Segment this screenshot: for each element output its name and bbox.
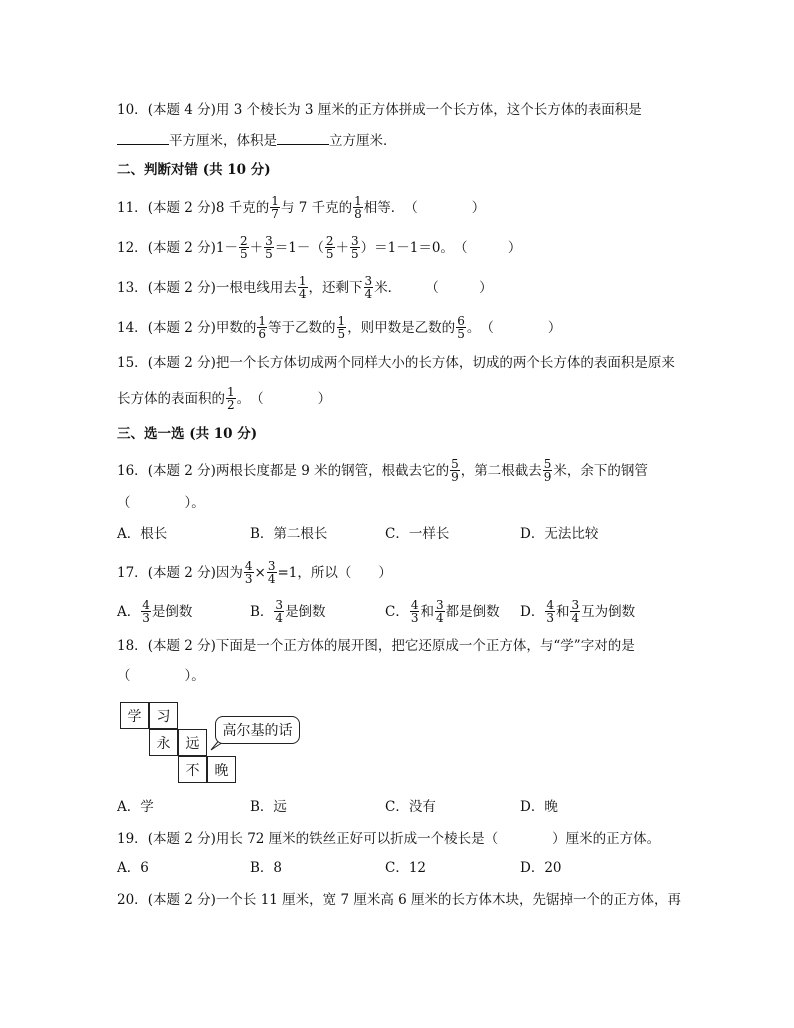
q16-line1: [117, 459, 648, 484]
option-d[interactable]: D．20: [520, 860, 562, 876]
option-text: 是倒数: [285, 604, 326, 620]
q10-line2: [117, 130, 397, 151]
answer-parentheses[interactable]: （ ）。: [117, 668, 205, 684]
fraction: [244, 560, 254, 585]
fraction: [410, 599, 420, 624]
option-text: 都是倒数: [445, 604, 500, 620]
option-text: 是倒数: [151, 604, 193, 620]
q13-line: [117, 276, 493, 301]
numerator: 1: [354, 194, 362, 208]
fraction: [364, 275, 374, 300]
denominator: 2: [227, 398, 235, 412]
fraction: [141, 599, 151, 624]
fraction: [545, 599, 555, 624]
denominator: 5: [457, 327, 465, 341]
answer-parentheses[interactable]: （ ）: [404, 200, 486, 216]
option-text: 和: [555, 604, 570, 620]
option-c[interactable]: C．一样长: [385, 526, 450, 542]
net-cell: 学: [120, 702, 149, 729]
denominator: 3: [142, 611, 150, 625]
question-score-tag: (本题 4 分): [147, 102, 216, 118]
answer-blank[interactable]: [117, 130, 169, 145]
q18-line1: [117, 636, 635, 656]
numerator: 3: [265, 234, 273, 248]
numerator: 6: [457, 314, 465, 328]
denominator: 5: [337, 327, 346, 341]
numerator: 2: [240, 234, 248, 248]
question-text: 用 3 个棱长为 3 厘米的正方体拼成一个长方体，这个长方体的表面积是: [215, 102, 642, 118]
question-number: 17．: [117, 565, 148, 581]
question-score-tag: (本题 2 分): [147, 638, 216, 654]
question-number: 13．: [117, 280, 148, 296]
question-text: 米，余下的钢管: [553, 463, 648, 479]
option-letter: C．: [385, 604, 409, 620]
answer-blank[interactable]: [277, 130, 329, 145]
question-score-tag: (本题 2 分): [147, 320, 216, 336]
denominator: 7: [271, 207, 279, 221]
option-letter: D．: [520, 604, 545, 620]
times-sign: ×: [254, 565, 266, 581]
q17-line: [117, 561, 392, 586]
question-text: 甲数的: [215, 320, 257, 336]
question-score-tag: (本题 2 分): [147, 565, 216, 581]
fraction: [353, 195, 363, 220]
numerator: 1: [227, 385, 235, 399]
fraction: [257, 315, 267, 340]
net-cell: 远: [178, 729, 207, 756]
numerator: 1: [271, 194, 279, 208]
numerator: 4: [244, 559, 253, 573]
numerator: 4: [142, 598, 150, 612]
denominator: 5: [351, 247, 359, 261]
expression: ＝1－（: [274, 240, 324, 256]
question-text: 用长 72 厘米的铁丝正好可以折成一个棱长是（ ）厘米的正方体。: [215, 831, 661, 847]
question-text: 因为: [215, 565, 243, 581]
option-a[interactable]: [117, 600, 192, 625]
expression: ）＝1－1＝0。: [360, 240, 454, 256]
denominator: 3: [410, 611, 419, 625]
question-text: 。: [236, 391, 251, 407]
question-text: 8 千克的: [215, 200, 270, 216]
question-text: 两根长度都是 9 米的钢管，根截去它的: [215, 463, 450, 479]
numerator: 2: [325, 234, 334, 248]
fraction: [226, 386, 236, 411]
question-number: 18．: [117, 638, 148, 654]
expression: ＋: [335, 240, 350, 256]
denominator: 4: [435, 611, 444, 625]
denominator: 4: [267, 572, 276, 586]
denominator: 6: [258, 327, 267, 341]
option-d[interactable]: [520, 600, 635, 625]
question-text: ，则甲数是乙数的: [347, 320, 456, 336]
q20-line: [117, 890, 681, 910]
question-text: 下面是一个正方体的展开图，把它还原成一个正方体，与“学”字对的是: [215, 638, 635, 654]
fraction: [543, 458, 553, 483]
fraction: [435, 599, 445, 624]
fraction: [239, 235, 249, 260]
section-title: 三、选一选 (共 10 分): [117, 426, 258, 442]
expression: 1－: [215, 240, 238, 256]
option-b[interactable]: B．8: [250, 860, 283, 876]
question-text: 。: [466, 320, 481, 336]
option-letter: B．: [250, 604, 274, 620]
option-a[interactable]: A．6: [117, 860, 149, 876]
answer-parentheses[interactable]: （ ）: [425, 280, 493, 296]
denominator: 5: [265, 247, 273, 261]
net-cell: 永: [149, 729, 178, 756]
speech-bubble: 高尔基的话: [215, 716, 300, 744]
answer-parentheses[interactable]: （ ）: [453, 240, 522, 256]
option-letter: A．: [117, 604, 141, 620]
question-number: 12．: [117, 240, 148, 256]
denominator: 8: [354, 207, 362, 221]
answer-parentheses[interactable]: （ ）: [480, 320, 562, 336]
option-c[interactable]: C．12: [385, 860, 427, 876]
numerator: 3: [435, 598, 444, 612]
denominator: 4: [364, 287, 373, 301]
question-score-tag: (本题 2 分): [147, 355, 216, 371]
fraction: [570, 599, 580, 624]
numerator: 4: [410, 598, 419, 612]
question-score-tag: (本题 2 分): [147, 200, 216, 216]
net-cell: 晚: [207, 756, 236, 783]
question-score-tag: (本题 2 分): [147, 463, 216, 479]
question-text: 立方厘米．: [329, 133, 397, 149]
numerator: 1: [298, 274, 307, 288]
option-c[interactable]: C．没有: [385, 799, 436, 815]
option-b[interactable]: B．第二根长: [250, 526, 328, 542]
fraction: [350, 235, 360, 260]
question-score-tag: (本题 2 分): [147, 831, 216, 847]
question-text: 等于乙数的: [268, 320, 336, 336]
question-number: 16．: [117, 463, 148, 479]
net-cell: 习: [149, 702, 178, 729]
answer-parentheses[interactable]: （ ）: [250, 391, 332, 407]
option-text: 和: [420, 604, 434, 620]
section-title: 二、判断对错 (共 10 分): [117, 162, 271, 178]
question-score-tag: (本题 2 分): [147, 280, 216, 296]
fraction: [298, 275, 308, 300]
fraction: [274, 599, 284, 624]
option-b[interactable]: B．远: [250, 799, 287, 815]
numerator: 3: [267, 559, 276, 573]
numerator: 3: [351, 234, 359, 248]
q15-line1: [117, 353, 675, 373]
numerator: 3: [571, 598, 580, 612]
option-a[interactable]: A．根长: [117, 526, 168, 542]
option-b[interactable]: [250, 600, 326, 625]
question-number: 19．: [117, 831, 148, 847]
numerator: 1: [337, 314, 346, 328]
denominator: 4: [571, 611, 580, 625]
q12-line: [117, 236, 521, 261]
question-text: 一个长 11 厘米，宽 7 厘米高 6 厘米的长方体木块，先锯掉一个的正方体，再: [215, 892, 682, 908]
question-score-tag: (本题 2 分): [147, 892, 216, 908]
q19-line: [117, 829, 660, 849]
option-d[interactable]: D．晚: [520, 799, 558, 815]
option-c[interactable]: [385, 600, 500, 625]
expression: ＋: [249, 240, 264, 256]
question-text: 与 7 千克的: [280, 200, 353, 216]
numerator: 3: [364, 274, 373, 288]
q10-line1: [117, 100, 642, 120]
question-number: 11．: [117, 200, 148, 216]
question-text: 平方厘米，体积是: [169, 133, 277, 149]
denominator: 3: [546, 611, 554, 625]
q11-line: [117, 196, 485, 221]
net-cell: 不: [178, 756, 207, 783]
denominator: 5: [240, 247, 248, 261]
denominator: 4: [298, 287, 307, 301]
numerator: 5: [543, 457, 552, 471]
numerator: 4: [546, 598, 554, 612]
denominator: 3: [244, 572, 253, 586]
fraction: [337, 315, 347, 340]
option-d[interactable]: D．无法比较: [520, 526, 599, 542]
answer-parentheses[interactable]: （ ）。: [117, 495, 205, 511]
denominator: 5: [325, 247, 334, 261]
question-text: 相等．: [363, 200, 405, 216]
numerator: 1: [258, 314, 267, 328]
question-number: 20．: [117, 892, 148, 908]
denominator: 9: [451, 470, 459, 484]
option-text: 互为倒数: [581, 604, 636, 620]
fraction: [450, 458, 460, 483]
question-number: 15．: [117, 355, 148, 371]
q14-line: [117, 316, 561, 341]
q15-line2: [117, 387, 331, 412]
question-text: 长方体的表面积的: [117, 391, 225, 407]
numerator: 3: [275, 598, 284, 612]
question-number: 10．: [117, 102, 148, 118]
question-text: 米．: [374, 280, 402, 296]
numerator: 5: [451, 457, 459, 471]
fraction: [456, 315, 466, 340]
question-score-tag: (本题 2 分): [147, 240, 216, 256]
fraction: [264, 235, 274, 260]
question-text: ，还剩下: [308, 280, 363, 296]
denominator: 9: [543, 470, 552, 484]
question-text: =1，所以（ ）: [277, 565, 392, 581]
fraction: [270, 195, 280, 220]
option-a[interactable]: A．学: [117, 799, 154, 815]
question-text: 把一个长方体切成两个同样大小的长方体，切成的两个长方体的表面积是原来: [215, 355, 675, 371]
question-number: 14．: [117, 320, 148, 336]
fraction: [267, 560, 277, 585]
question-text: 一根电线用去: [215, 280, 297, 296]
denominator: 4: [275, 611, 284, 625]
fraction: [325, 235, 335, 260]
question-text: ，第二根截去: [460, 463, 542, 479]
